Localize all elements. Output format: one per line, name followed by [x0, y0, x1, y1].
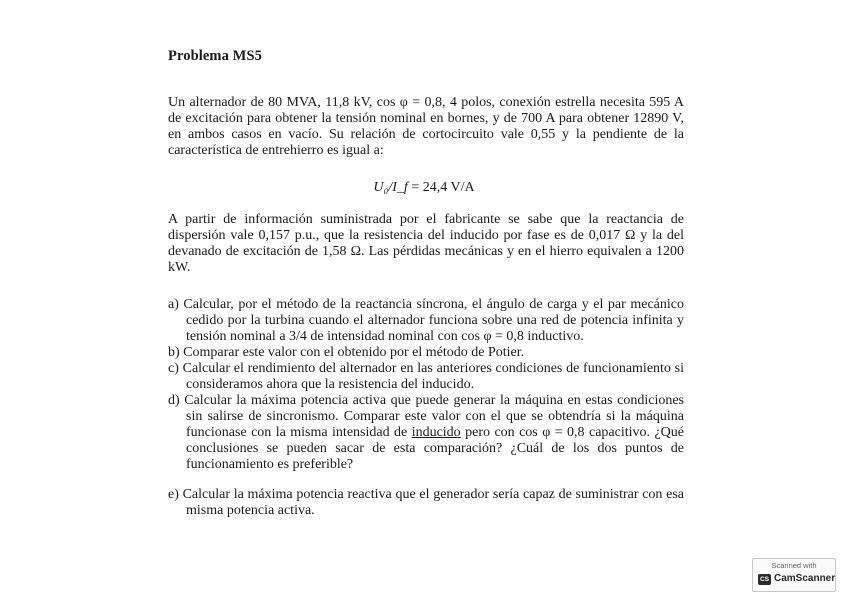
manufacturer-paragraph: A partir de información suministrada por el fabricante se sabe que la reactancia de dispersión vale 0,157 p.u., que la resistencia del inducido por fase es de 0,017 Ω y la del devanado de excitación de 1,58 Ω. Las pérdidas mecánicas y en el hierro equivalen a 1200 kW.	[168, 212, 684, 275]
formula	[0, 180, 848, 196]
formula-rhs: = 24,4 V/A	[407, 180, 475, 195]
formula-lhs: U₀/I_f	[373, 180, 408, 195]
question-list	[168, 297, 684, 519]
watermark-caption: Scanned with	[771, 561, 817, 570]
camscanner-watermark	[752, 558, 836, 592]
question-e: e) Calcular la máxima potencia reactiva que el generador sería capaz de suministrar con esa misma potencia activa.	[168, 487, 684, 518]
question-a: a) Calcular, por el método de la reactancia síncrona, el ángulo de carga y el par mecánico cedido por la turbina cuando el alternador funciona sobre una red de potencia infinita y tensión nominal a 3/4 de intensidad nominal con cos φ = 0,8 inductivo.	[168, 297, 684, 344]
camscanner-logo-icon: CS	[759, 576, 770, 583]
question-d	[168, 393, 684, 473]
intro-paragraph: Un alternador de 80 MVA, 11,8 kV, cos φ = 0,8, 4 polos, conexión estrella necesita 595 A de excitación para obtener la tensión nominal en bornes, y de 700 A para obtener 12890 V, en ambos casos en vacío. Su relación de cortocircuito vale 0,55 y la pendiente de la característica de entrehierro es igual a:	[168, 95, 684, 158]
watermark-brand: CamScanner	[774, 573, 836, 584]
question-b: b) Comparar este valor con el obtenido por el método de Potier.	[168, 345, 525, 360]
problem-title: Problema MS5	[168, 48, 262, 64]
question-d-underlined-word: inducido	[411, 425, 461, 440]
question-d-text-2: pero con cos φ = 0,8 capacitivo. ¿Qué conclusiones se pueden sacar de esta comparación? ¿Cuál de los dos puntos de funcionamiento es preferible?	[186, 425, 684, 472]
question-d-text-1: d) Calcular la máxima potencia activa que puede generar la máquina en estas condiciones sin salirse de sincronismo. Comparar este valor con el que se obtendría si la máquina funcionase con la misma intensidad de	[168, 393, 684, 440]
question-c: c) Calcular el rendimiento del alternador en las anteriores condiciones de funcionamiento si consideramos ahora que la resistencia del inducido.	[168, 361, 684, 392]
